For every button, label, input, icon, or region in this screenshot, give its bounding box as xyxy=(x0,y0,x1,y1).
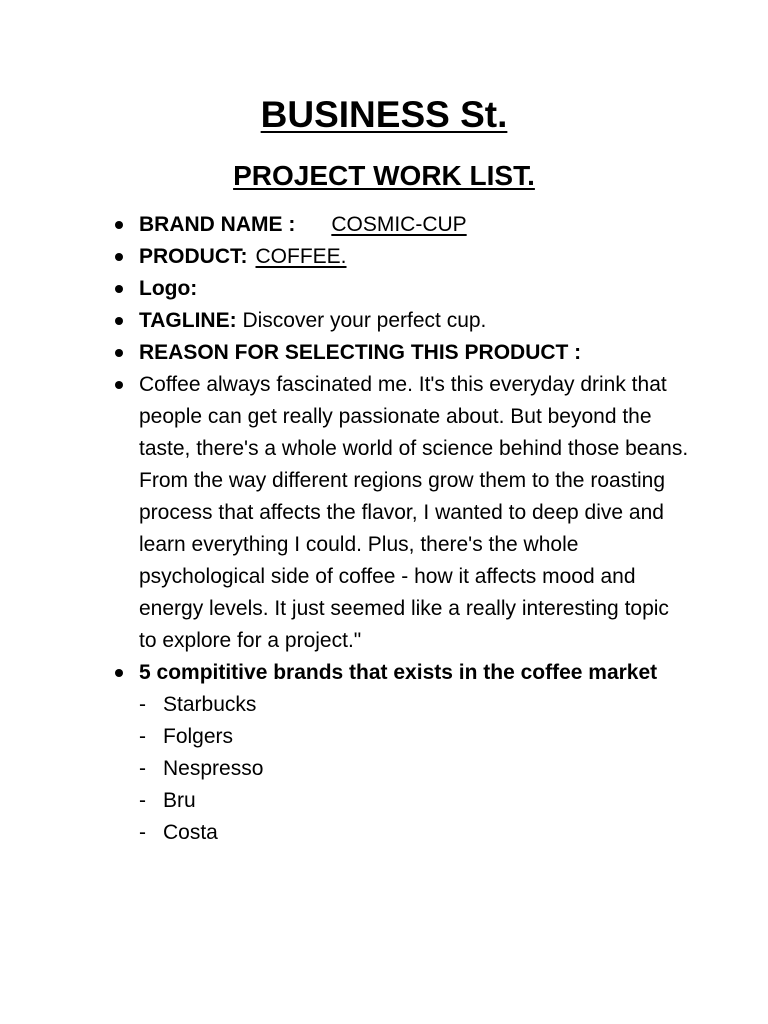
list-item-reason-heading xyxy=(110,337,690,369)
list-item-reason-text xyxy=(110,369,690,657)
brand-name-value: COSMIC-CUP xyxy=(331,213,467,236)
tagline-value: Discover your perfect cup. xyxy=(242,309,487,332)
bullet-icon xyxy=(115,381,123,389)
bullet-icon xyxy=(115,669,123,677)
project-work-list xyxy=(110,209,690,849)
reason-paragraph: Coffee always fascinated me. It's this everyday drink that people can get really passionate about. But beyond the taste, there's a whole world of science behind those beans. From the way different regions grow them to the roasting process that affects the flavor, I wanted to deep dive and learn everything I could. Plus, there's the whole psychological side of coffee - how it affects mood and energy levels. It just seemed like a really interesting topic to explore for a project." xyxy=(139,373,689,652)
list-item-tagline xyxy=(110,305,690,337)
reason-label: REASON FOR SELECTING THIS PRODUCT : xyxy=(139,341,582,364)
competitor-name: Folgers xyxy=(163,725,234,748)
product-value: COFFEE. xyxy=(255,245,347,268)
brand-name-label: BRAND NAME : xyxy=(139,213,296,236)
list-item-product xyxy=(110,241,690,273)
tagline-label: TAGLINE: xyxy=(139,309,237,332)
list-item-logo xyxy=(110,273,690,305)
competitor-name: Nespresso xyxy=(163,757,264,780)
competitor-item xyxy=(139,817,690,849)
dash-marker: - xyxy=(139,821,146,844)
page-subtitle: PROJECT WORK LIST. xyxy=(233,160,535,191)
competitor-name: Bru xyxy=(163,789,196,812)
dash-marker: - xyxy=(139,693,146,716)
bullet-icon xyxy=(115,285,123,293)
bullet-icon xyxy=(115,221,123,229)
dash-marker: - xyxy=(139,757,146,780)
competitor-item xyxy=(139,721,690,753)
competitor-name: Starbucks xyxy=(163,693,257,716)
bullet-icon xyxy=(115,317,123,325)
list-item-competitors xyxy=(110,657,690,849)
competitor-item xyxy=(139,753,690,785)
bullet-icon xyxy=(115,253,123,261)
competitors-label: 5 compititive brands that exists in the coffee market xyxy=(139,661,658,684)
logo-label: Logo: xyxy=(139,277,198,300)
competitor-list xyxy=(139,689,690,849)
list-item-brand-name xyxy=(110,209,690,241)
dash-marker: - xyxy=(139,789,146,812)
page-title: BUSINESS St. xyxy=(260,94,508,135)
bullet-icon xyxy=(115,349,123,357)
competitor-item xyxy=(139,785,690,817)
product-label: PRODUCT: xyxy=(139,245,248,268)
dash-marker: - xyxy=(139,725,146,748)
competitor-name: Costa xyxy=(163,821,218,844)
competitor-item xyxy=(139,689,690,721)
